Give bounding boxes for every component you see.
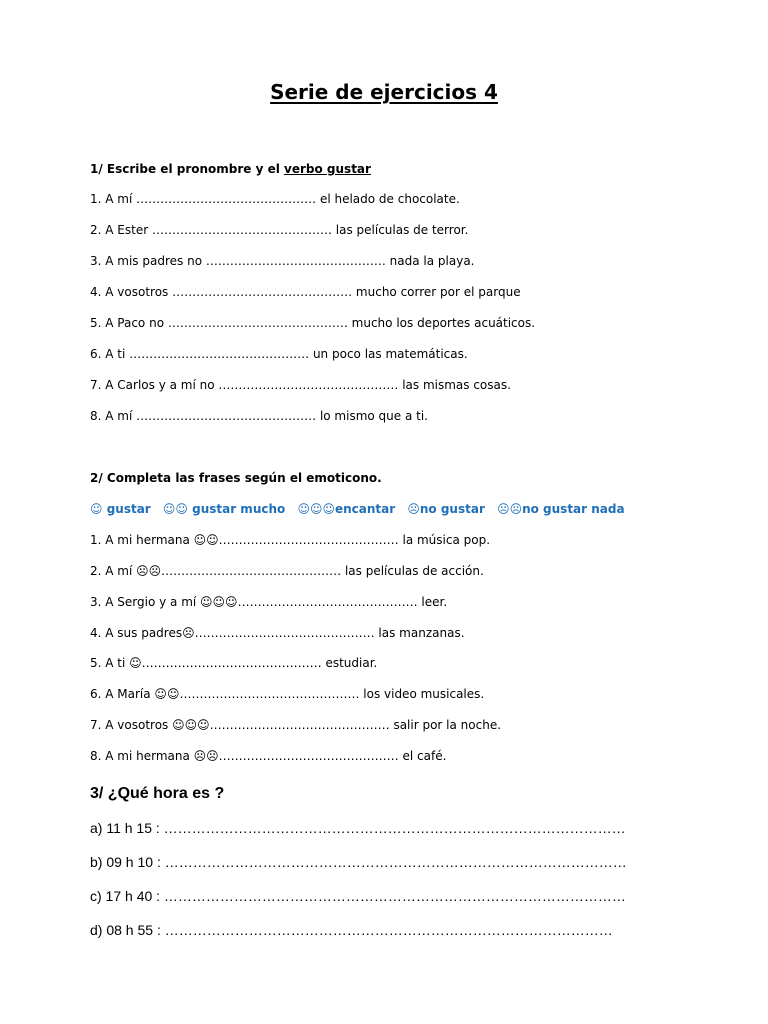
section2-item: 3. A Sergio y a mí ☺☺☺……………………………………… leer. — [90, 595, 448, 609]
section1-item: 2. A Ester ……………………………………… las películas de terror. — [90, 223, 469, 237]
section1-heading-text: 1/ Escribe el pronombre y el — [90, 162, 285, 176]
time-item: a) 11 h 15 : ……………………………………………………………………………………… — [90, 820, 626, 836]
time-item: d) 08 h 55 : …………………………………………………………………………………… — [90, 922, 613, 938]
section2-item: 7. A vosotros ☺☺☺……………………………………… salir por la noche. — [90, 718, 502, 732]
section1-heading — [90, 162, 371, 176]
section2-item: 2. A mí ☹☹……………………………………… las películas de acción. — [90, 564, 484, 578]
section2-item: 4. A sus padres☹……………………………………… las manzanas. — [90, 626, 465, 640]
section1-heading-underlined: verbo gustar — [284, 162, 371, 176]
section2-item: 6. A María ☺☺……………………………………… los video musicales. — [90, 687, 485, 701]
emoticon-legend — [90, 502, 633, 516]
section2-item: 1. A mi hermana ☺☺……………………………………… la música pop. — [90, 533, 491, 547]
section1-item: 3. A mis padres no ……………………………………… nada la playa. — [90, 254, 475, 268]
legend-item-gustar: ☺ gustar — [90, 502, 151, 516]
legend-item-no-gustar: ☹no gustar — [407, 502, 485, 516]
section3-heading: 3/ ¿Qué hora es ? — [90, 785, 225, 802]
legend-item-gustar-mucho: ☺☺ gustar mucho — [162, 502, 286, 516]
page-title: Serie de ejercicios 4 — [270, 80, 498, 104]
section1-item: 1. A mí ……………………………………… el helado de chocolate. — [90, 192, 460, 206]
section1-item: 8. A mí ……………………………………… lo mismo que a ti. — [90, 409, 428, 423]
section2-item: 8. A mi hermana ☹☹……………………………………… el café. — [90, 749, 447, 763]
section2-item: 5. A ti ☺……………………………………… estudiar. — [90, 656, 378, 670]
section2-heading: 2/ Completa las frases según el emoticono. — [90, 471, 382, 485]
section1-item: 4. A vosotros ……………………………………… mucho correr por el parque — [90, 285, 521, 299]
legend-item-encantar: ☺☺☺encantar — [297, 502, 396, 516]
legend-item-no-gustar-nada: ☹☹no gustar nada — [497, 502, 625, 516]
section1-item: 6. A ti ……………………………………… un poco las matemáticas. — [90, 347, 468, 361]
time-item: b) 09 h 10 : ……………………………………………………………………………………… — [90, 854, 627, 870]
time-item: c) 17 h 40 : ……………………………………………………………………………………… — [90, 888, 626, 904]
section1-item: 7. A Carlos y a mí no ……………………………………… las mismas cosas. — [90, 378, 511, 392]
section1-item: 5. A Paco no ……………………………………… mucho los deportes acuáticos. — [90, 316, 536, 330]
